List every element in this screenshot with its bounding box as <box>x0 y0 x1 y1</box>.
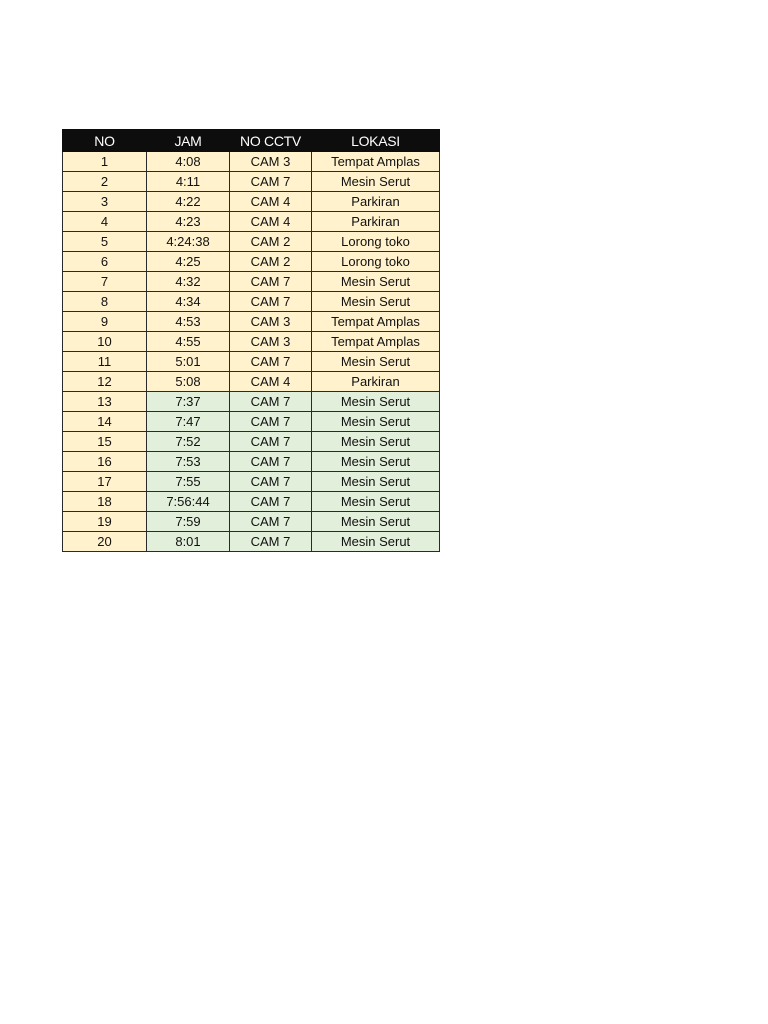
cell-jam[interactable]: 4:53 <box>147 312 230 332</box>
cell-jam[interactable]: 4:32 <box>147 272 230 292</box>
cell-jam[interactable]: 5:01 <box>147 352 230 372</box>
cell-jam[interactable]: 4:11 <box>147 172 230 192</box>
cell-jam[interactable]: 4:55 <box>147 332 230 352</box>
table-row <box>63 332 440 352</box>
table-row <box>63 392 440 412</box>
cell-no-cctv[interactable]: CAM 3 <box>230 332 312 352</box>
cell-jam[interactable]: 7:37 <box>147 392 230 412</box>
cell-no[interactable]: 12 <box>63 372 147 392</box>
cell-no-cctv[interactable]: CAM 7 <box>230 532 312 552</box>
cell-no-cctv[interactable]: CAM 7 <box>230 412 312 432</box>
cell-no[interactable]: 20 <box>63 532 147 552</box>
cell-no-cctv[interactable]: CAM 2 <box>230 232 312 252</box>
cell-lokasi[interactable]: Mesin Serut <box>312 392 440 412</box>
cell-jam[interactable]: 7:47 <box>147 412 230 432</box>
cell-jam[interactable]: 4:34 <box>147 292 230 312</box>
cell-lokasi[interactable]: Lorong toko <box>312 232 440 252</box>
cell-no-cctv[interactable]: CAM 7 <box>230 172 312 192</box>
cell-no-cctv[interactable]: CAM 7 <box>230 432 312 452</box>
header-lokasi: LOKASI <box>312 130 440 152</box>
table-row <box>63 312 440 332</box>
cell-lokasi[interactable]: Parkiran <box>312 192 440 212</box>
cell-no-cctv[interactable]: CAM 7 <box>230 512 312 532</box>
cell-no[interactable]: 4 <box>63 212 147 232</box>
cell-lokasi[interactable]: Mesin Serut <box>312 532 440 552</box>
cell-no-cctv[interactable]: CAM 7 <box>230 392 312 412</box>
table-row <box>63 532 440 552</box>
cell-no[interactable]: 13 <box>63 392 147 412</box>
cell-jam[interactable]: 4:23 <box>147 212 230 232</box>
cell-no-cctv[interactable]: CAM 4 <box>230 212 312 232</box>
cell-no[interactable]: 3 <box>63 192 147 212</box>
header-row <box>63 130 440 152</box>
cell-jam[interactable]: 4:24:38 <box>147 232 230 252</box>
cell-no[interactable]: 10 <box>63 332 147 352</box>
cell-lokasi[interactable]: Parkiran <box>312 372 440 392</box>
cell-no-cctv[interactable]: CAM 7 <box>230 472 312 492</box>
cell-lokasi[interactable]: Mesin Serut <box>312 352 440 372</box>
table-row <box>63 152 440 172</box>
table-row <box>63 292 440 312</box>
table-row <box>63 232 440 252</box>
table-row <box>63 472 440 492</box>
cell-lokasi[interactable]: Parkiran <box>312 212 440 232</box>
table-row <box>63 372 440 392</box>
cell-jam[interactable]: 8:01 <box>147 532 230 552</box>
cell-no[interactable]: 17 <box>63 472 147 492</box>
cell-lokasi[interactable]: Mesin Serut <box>312 492 440 512</box>
cell-no[interactable]: 16 <box>63 452 147 472</box>
table-row <box>63 212 440 232</box>
cell-jam[interactable]: 4:08 <box>147 152 230 172</box>
cell-lokasi[interactable]: Mesin Serut <box>312 472 440 492</box>
cell-no[interactable]: 15 <box>63 432 147 452</box>
cell-lokasi[interactable]: Tempat Amplas <box>312 152 440 172</box>
cell-no-cctv[interactable]: CAM 7 <box>230 272 312 292</box>
cell-lokasi[interactable]: Lorong toko <box>312 252 440 272</box>
cell-lokasi[interactable]: Mesin Serut <box>312 512 440 532</box>
cell-no-cctv[interactable]: CAM 3 <box>230 152 312 172</box>
cell-no[interactable]: 9 <box>63 312 147 332</box>
cell-lokasi[interactable]: Tempat Amplas <box>312 332 440 352</box>
table-row <box>63 452 440 472</box>
cell-no[interactable]: 2 <box>63 172 147 192</box>
cell-no[interactable]: 11 <box>63 352 147 372</box>
table-row <box>63 352 440 372</box>
cell-no[interactable]: 18 <box>63 492 147 512</box>
table-row <box>63 252 440 272</box>
header-no-cctv: NO CCTV <box>230 130 312 152</box>
cell-jam[interactable]: 4:25 <box>147 252 230 272</box>
cell-lokasi[interactable]: Mesin Serut <box>312 172 440 192</box>
cell-lokasi[interactable]: Mesin Serut <box>312 412 440 432</box>
cell-no-cctv[interactable]: CAM 4 <box>230 372 312 392</box>
cell-no[interactable]: 14 <box>63 412 147 432</box>
cell-no[interactable]: 5 <box>63 232 147 252</box>
table-row <box>63 512 440 532</box>
cell-lokasi[interactable]: Mesin Serut <box>312 432 440 452</box>
cell-no[interactable]: 6 <box>63 252 147 272</box>
cell-no-cctv[interactable]: CAM 2 <box>230 252 312 272</box>
cell-no[interactable]: 7 <box>63 272 147 292</box>
cell-no-cctv[interactable]: CAM 7 <box>230 452 312 472</box>
cell-no[interactable]: 19 <box>63 512 147 532</box>
cell-no-cctv[interactable]: CAM 3 <box>230 312 312 332</box>
cell-lokasi[interactable]: Mesin Serut <box>312 452 440 472</box>
cell-no[interactable]: 1 <box>63 152 147 172</box>
cell-jam[interactable]: 7:56:44 <box>147 492 230 512</box>
table-row <box>63 192 440 212</box>
cell-no[interactable]: 8 <box>63 292 147 312</box>
table-row <box>63 412 440 432</box>
cell-lokasi[interactable]: Mesin Serut <box>312 292 440 312</box>
cctv-log-table <box>62 129 440 552</box>
table-row <box>63 492 440 512</box>
cell-no-cctv[interactable]: CAM 4 <box>230 192 312 212</box>
cell-jam[interactable]: 5:08 <box>147 372 230 392</box>
cell-jam[interactable]: 7:52 <box>147 432 230 452</box>
header-no: NO <box>63 130 147 152</box>
table-row <box>63 172 440 192</box>
cctv-log-sheet <box>62 129 440 552</box>
table-row <box>63 272 440 292</box>
cell-jam[interactable]: 7:53 <box>147 452 230 472</box>
header-jam: JAM <box>147 130 230 152</box>
table-body <box>63 152 440 552</box>
cell-jam[interactable]: 7:55 <box>147 472 230 492</box>
cell-jam[interactable]: 4:22 <box>147 192 230 212</box>
cell-lokasi[interactable]: Mesin Serut <box>312 272 440 292</box>
cell-lokasi[interactable]: Tempat Amplas <box>312 312 440 332</box>
cell-no-cctv[interactable]: CAM 7 <box>230 292 312 312</box>
cell-no-cctv[interactable]: CAM 7 <box>230 352 312 372</box>
table-row <box>63 432 440 452</box>
cell-jam[interactable]: 7:59 <box>147 512 230 532</box>
cell-no-cctv[interactable]: CAM 7 <box>230 492 312 512</box>
